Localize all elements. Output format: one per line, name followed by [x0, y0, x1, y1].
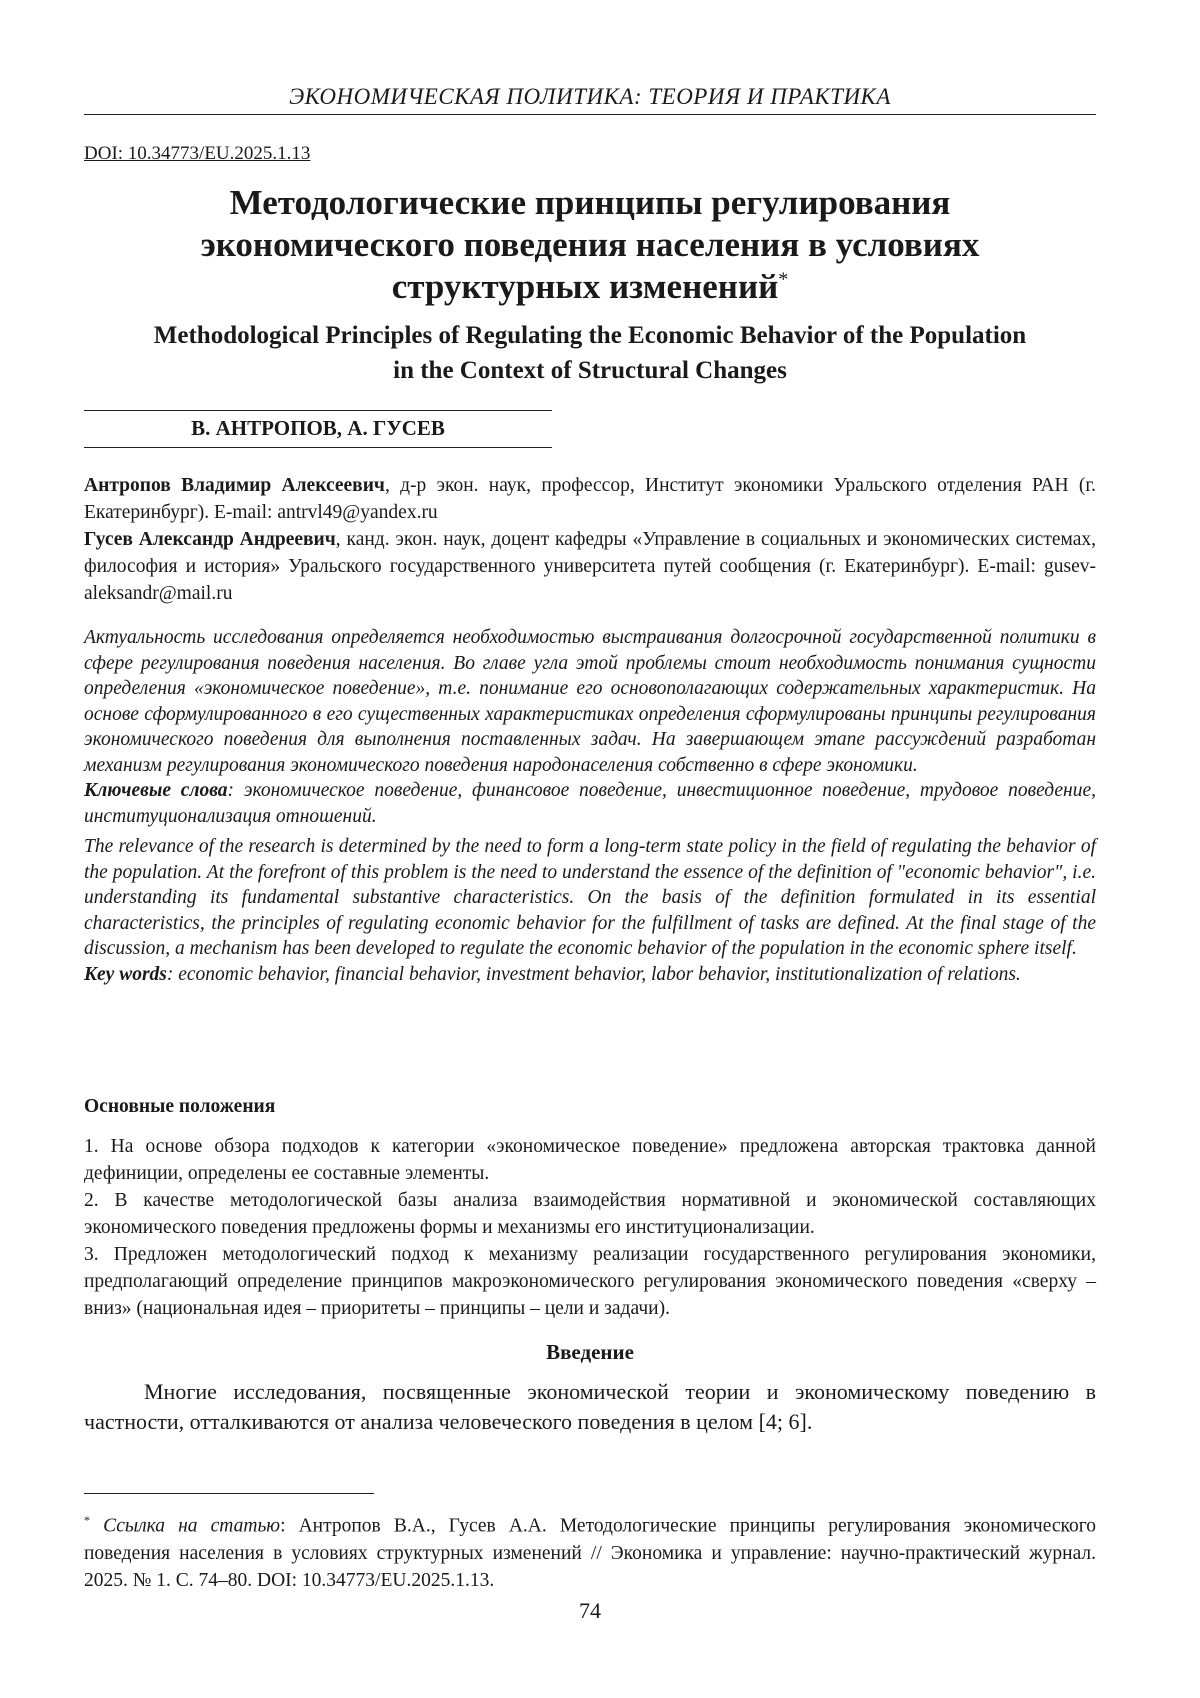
- theses-list: [84, 1133, 1096, 1322]
- abstract-block: [84, 625, 1096, 987]
- footnote-label: Ссылка на статью: [103, 1516, 280, 1537]
- intro-paragraph: Многие исследования, посвященные экономической теории и экономическому поведению в частности, отталкиваются от анализа человеческого поведения в целом [4; 6].: [84, 1377, 1096, 1437]
- title-en-line-2: in the Context of Structural Changes: [84, 353, 1096, 388]
- author-name: Антропов Владимир Алексеевич: [84, 475, 385, 496]
- thesis-item: 2. В качестве методологической базы анализа взаимодействия нормативной и экономической составляющих экономического поведения предложены формы и механизмы его институционализации.: [84, 1187, 1096, 1241]
- title-ru-line-2: экономического поведения населения в условиях: [84, 224, 1096, 266]
- title-ru-line-1: Методологические принципы регулирования: [84, 182, 1096, 224]
- abstract-russian: Актуальность исследования определяется необходимостью выстраивания долгосрочной государственной политики в сфере регулирования поведения населения. Во главе угла этой проблемы стоит необходимость понимания сущности определения «экономическое поведение», т.е. понимание его основополагающих содержательных характеристик. На основе сформулированного в его существенных характеристиках определения сформулированы принципы регулирования экономического поведения для выполнения поставленных задач. На завершающем этапе рассуждений разработан механизм регулирования экономического поведения народонаселения собственно в сфере экономики.: [84, 625, 1096, 778]
- footnote-text: : Антропов В.А., Гусев А.А. Методологические принципы регулирования экономического поведения населения в условиях структурных изменений // Экономика и управление: научно-практический журнал. 2025. № 1. С. 74–80. DOI: 10.34773/EU.2025.1.13.: [84, 1516, 1096, 1591]
- authors-line: В. АНТРОПОВ, А. ГУСЕВ: [84, 410, 552, 448]
- keywords-en-label: Key words: [84, 964, 167, 985]
- keywords-russian: [84, 778, 1096, 829]
- keywords-ru-label: Ключевые слова: [84, 780, 228, 801]
- thesis-item: 3. Предложен методологический подход к механизму реализации государственного регулирования экономики, предполагающий определение принципов макроэкономического регулирования экономического поведения «сверху – вниз» (национальная идея – приоритеты – принципы – цели и задачи).: [84, 1241, 1096, 1322]
- title-ru-line-3: [84, 266, 1096, 308]
- paper-page: [0, 0, 1200, 1698]
- affiliation-item: [84, 526, 1096, 607]
- keywords-ru-list: : экономическое поведение, финансовое поведение, инвестиционное поведение, трудовое поведение, институционализация отношений.: [84, 780, 1096, 827]
- intro-heading: Введение: [84, 1340, 1096, 1365]
- page-number: 74: [84, 1598, 1096, 1624]
- thesis-item: 1. На основе обзора подходов к категории «экономическое поведение» предложена авторская трактовка данной дефиниции, определены ее составные элементы.: [84, 1133, 1096, 1187]
- theses-heading: Основные положения: [84, 1096, 275, 1118]
- affiliation-item: [84, 472, 1096, 526]
- title-ru-line-3-text: структурных изменений: [392, 267, 779, 306]
- author-name: Гусев Александр Андреевич: [84, 529, 336, 550]
- affiliations: [84, 472, 1096, 607]
- footnote-divider: [84, 1493, 374, 1494]
- footnote: [84, 1507, 1096, 1594]
- author-details: , канд. экон. наук, доцент кафедры «Управление в социальных и экономических системах, философия и история» Уральского государственного университета путей сообщения (г. Екатеринбург). E-mail: gusev-aleksandr@mail.ru: [84, 529, 1096, 604]
- title-footnote-mark[interactable]: *: [778, 268, 788, 290]
- abstract-english: The relevance of the research is determined by the need to form a long-term state policy in the field of regulating the behavior of the population. At the forefront of this problem is the need to understand the essence of the definition of "economic behavior", i.e. understanding its fundamental substantive characteristics. On the basis of the definition formulated in its essential characteristics, the principles of regulating economic behavior for the fulfillment of tasks are defined. At the final stage of the discussion, a mechanism has been developed to regulate the economic behavior of the population in the economic sphere itself.: [84, 834, 1096, 962]
- keywords-english: [84, 962, 1096, 988]
- doi-link[interactable]: DOI: 10.34773/EU.2025.1.13: [84, 143, 310, 165]
- footnote-mark: *: [84, 1513, 90, 1527]
- keywords-en-list: : economic behavior, financial behavior, investment behavior, labor behavior, institutionalization of relations.: [167, 964, 1021, 985]
- title-russian: [84, 182, 1096, 308]
- author-details: , д-р экон. наук, профессор, Институт экономики Уральского отделения РАН (г. Екатеринбург). E-mail: antrvl49@yandex.ru: [84, 475, 1096, 523]
- journal-header: ЭКОНОМИЧЕСКАЯ ПОЛИТИКА: ТЕОРИЯ И ПРАКТИКА: [84, 84, 1096, 115]
- title-en-line-1: Methodological Principles of Regulating the Economic Behavior of the Population: [84, 318, 1096, 353]
- title-english: [84, 318, 1096, 388]
